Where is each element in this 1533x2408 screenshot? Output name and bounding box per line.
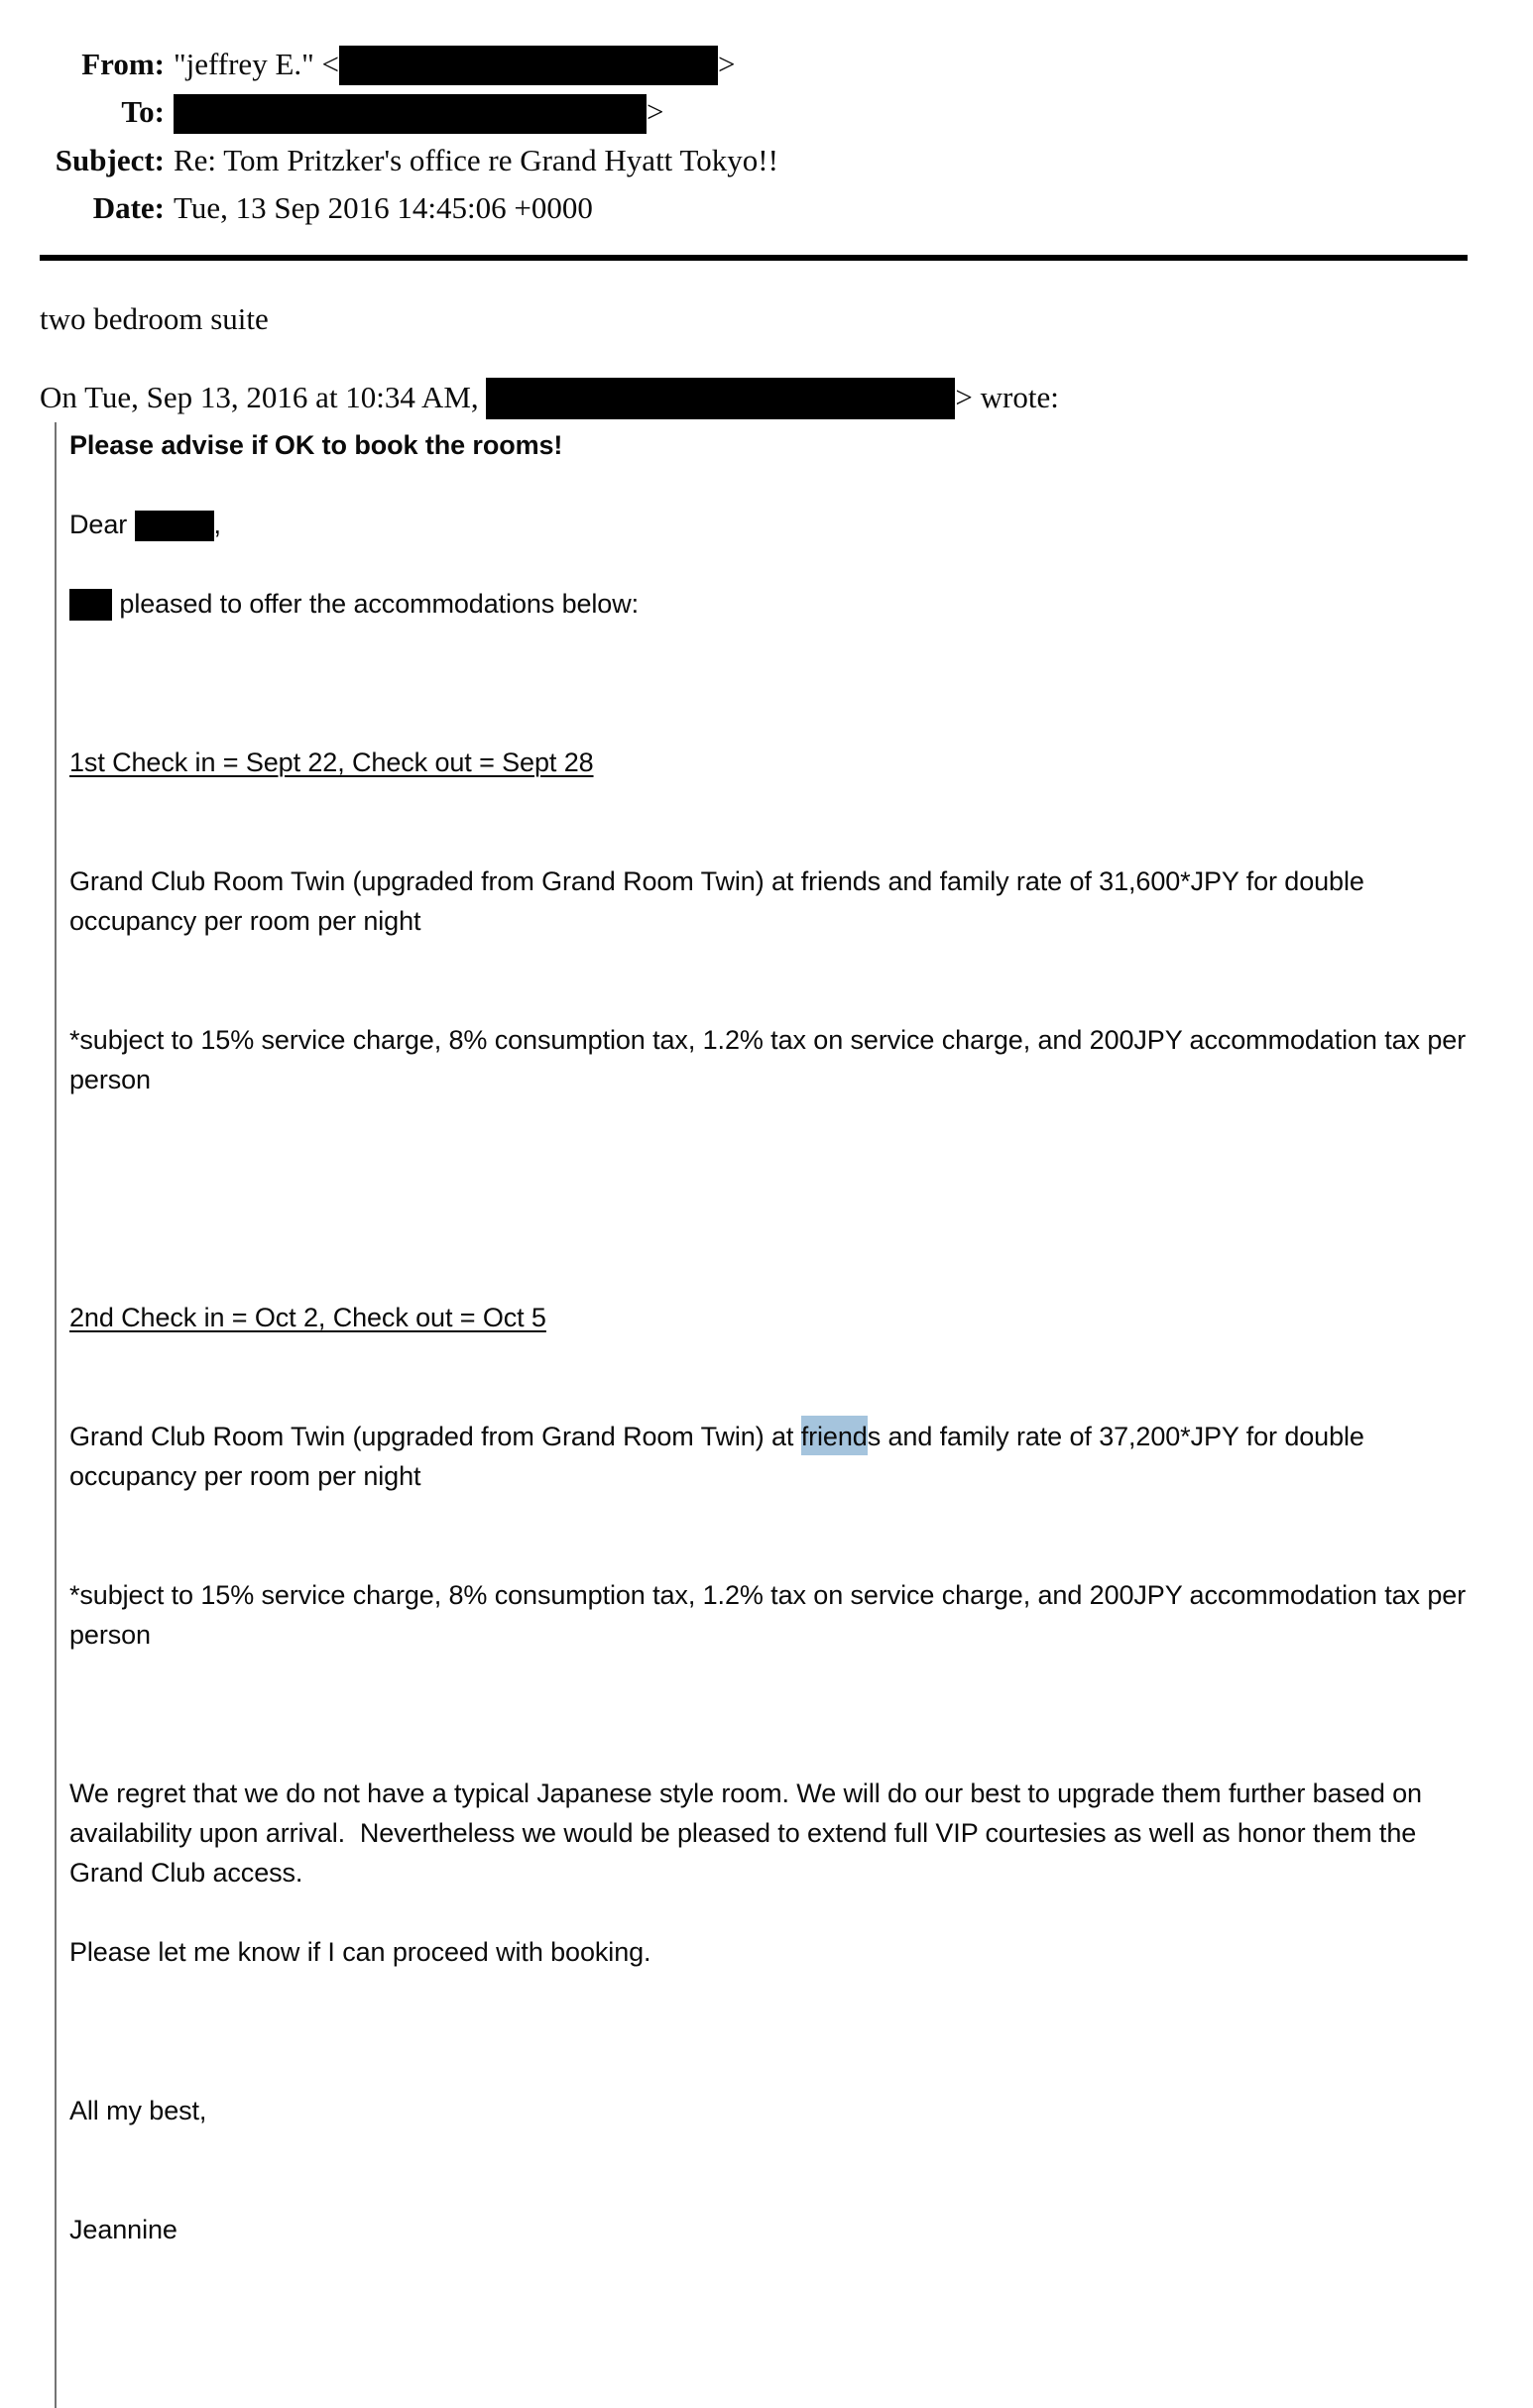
- greeting-word: Dear: [69, 510, 135, 540]
- quoted-message: [55, 422, 1477, 2408]
- subject-label: Subject:: [55, 142, 165, 177]
- stay2-rate-post: s and family rate of 37,200*JPY for double occupancy per room per night: [69, 1422, 1372, 1492]
- stay1-heading: 1st Check in = Sept 22, Check out = Sept 28: [69, 747, 594, 778]
- header-date-row: [40, 184, 1477, 232]
- stay1-block: [69, 663, 1477, 1179]
- from-label: From:: [81, 47, 165, 81]
- to-angle-close: >: [647, 94, 664, 130]
- date-label: Date:: [92, 189, 165, 225]
- stay2-rate-line: [69, 1417, 1477, 1496]
- redaction-recipient-name: [135, 511, 214, 541]
- highlighted-text: friend: [801, 1416, 868, 1455]
- subject-value: Re: Tom Pritzker's office re Grand Hyatt Tokyo!!: [174, 142, 778, 177]
- greeting-comma: ,: [213, 510, 221, 540]
- header-to-row: [40, 88, 1477, 136]
- advise-line: Please advise if OK to book the rooms!: [69, 430, 563, 461]
- header-from-row: [40, 41, 1477, 88]
- email-header: [40, 41, 1477, 232]
- signoff-line: All my best,: [69, 2096, 207, 2126]
- header-subject-row: [40, 137, 1477, 184]
- reply-text: two bedroom suite: [40, 300, 269, 336]
- from-display-name: "jeffrey E." <: [174, 47, 340, 81]
- signoff-block: [69, 2011, 1477, 2329]
- stay2-block: [69, 1218, 1477, 1734]
- signature-line: Jeannine: [69, 2215, 177, 2245]
- stay2-tax-line: *subject to 15% service charge, 8% consumption tax, 1.2% tax on service charge, and 200JPY accommodation tax per person: [69, 1580, 1474, 1651]
- redaction-offer-word: [69, 589, 112, 621]
- greeting-line: [69, 505, 1477, 544]
- redaction-from-address: [339, 46, 718, 85]
- attribution-text: On Tue, Sep 13, 2016 at 10:34 AM,: [40, 379, 487, 414]
- offer-line: [69, 584, 1477, 624]
- stay1-rate-line: Grand Club Room Twin (upgraded from Grand Room Twin) at friends and family rate of 31,600*JPY for double occupancy per room per night: [69, 866, 1372, 937]
- to-label: To:: [121, 94, 165, 130]
- quote-attribution: [40, 377, 1477, 422]
- regret-paragraph: We regret that we do not have a typical Japanese style room. We will do our best to upgrade them further based on availability upon arrival. Nevertheless we would be pleased to extend full VIP courtesies as well as honor them the Grand Club access.: [69, 1778, 1430, 1889]
- to-value: [174, 88, 663, 136]
- proceed-line: Please let me know if I can proceed with booking.: [69, 1937, 651, 1968]
- offer-text: pleased to offer the accommodations below:: [112, 589, 640, 620]
- header-divider: [40, 255, 1468, 261]
- stay1-tax-line: *subject to 15% service charge, 8% consumption tax, 1.2% tax on service charge, and 200JPY accommodation tax per person: [69, 1025, 1474, 1095]
- stay2-rate-pre: Grand Club Room Twin (upgraded from Grand Room Twin) at: [69, 1422, 801, 1452]
- from-value: [174, 41, 736, 88]
- from-angle-close: >: [718, 47, 736, 81]
- attribution-wrote: > wrote:: [955, 379, 1059, 414]
- stay2-heading: 2nd Check in = Oct 2, Check out = Oct 5: [69, 1303, 546, 1333]
- redaction-sender-address: [486, 378, 955, 419]
- redaction-to-address: [174, 94, 647, 134]
- date-value: Tue, 13 Sep 2016 14:45:06 +0000: [174, 189, 593, 225]
